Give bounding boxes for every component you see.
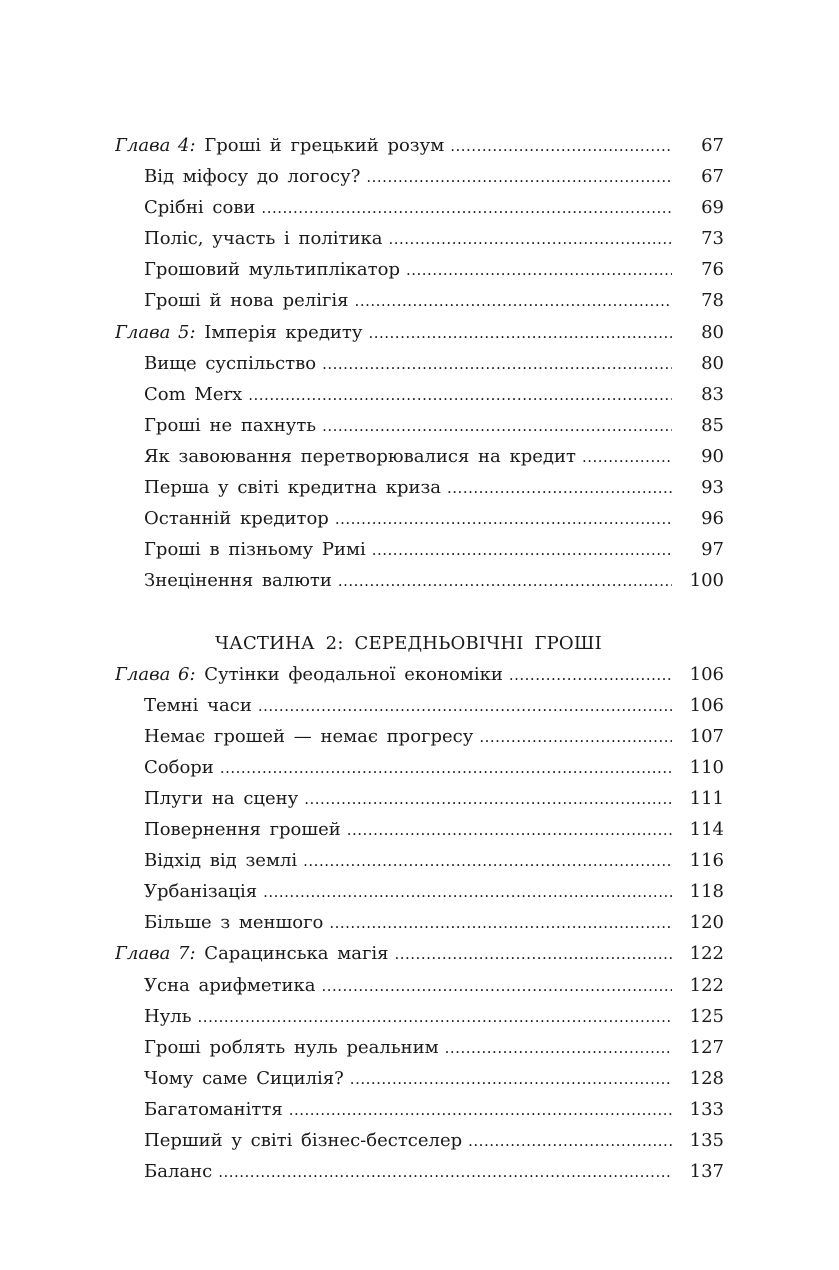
page-number: 127 — [689, 1036, 724, 1058]
toc-section-row — [0, 503, 839, 534]
toc-title-wrap — [144, 410, 672, 442]
toc-title-wrap — [144, 1063, 672, 1095]
page-number: 80 — [701, 321, 724, 343]
table-of-contents — [0, 130, 839, 1187]
dot-leader — [366, 162, 672, 193]
toc-title — [144, 970, 321, 1001]
toc-title-wrap — [144, 876, 672, 908]
dot-leader — [304, 784, 672, 815]
entry-title: Як завоювання перетворювалися на кредит — [144, 445, 576, 467]
toc-title-wrap — [144, 441, 672, 473]
toc-entry — [144, 441, 839, 473]
toc-entry — [144, 503, 839, 535]
entry-title: Відхід від землі — [144, 850, 298, 872]
toc-title-wrap — [144, 752, 672, 784]
dot-leader — [388, 224, 672, 255]
toc-entry — [144, 472, 839, 504]
entry-title: Гроші не пахнуть — [144, 414, 317, 436]
toc-title-wrap — [144, 907, 672, 939]
toc-title-wrap — [144, 1156, 672, 1188]
toc-entry — [144, 876, 839, 908]
page-number: 80 — [701, 352, 724, 374]
toc-section-row — [0, 223, 839, 254]
toc-title — [144, 876, 263, 907]
toc-title — [115, 130, 450, 161]
toc-title-wrap — [144, 1032, 672, 1064]
page-number: 73 — [701, 228, 724, 250]
toc-title-wrap — [144, 970, 672, 1002]
toc-entry — [144, 845, 839, 877]
entry-title: Нуль — [144, 1005, 192, 1027]
toc-section-row — [0, 1125, 839, 1156]
entry-title: Чому саме Сицилія? — [144, 1067, 344, 1089]
toc-title-wrap — [144, 192, 672, 224]
toc-title-wrap — [144, 254, 672, 286]
page-number: 67 — [701, 135, 724, 156]
dot-leader — [355, 286, 672, 317]
page-number: 85 — [701, 414, 724, 436]
page-number: 137 — [689, 1161, 724, 1183]
toc-entry — [144, 690, 839, 722]
toc-chapter-row — [0, 938, 839, 969]
toc-section-row — [0, 1001, 839, 1032]
toc-title — [144, 285, 355, 316]
toc-section-row — [0, 721, 839, 752]
entry-title: Перший у світі бізнес-бестселер — [144, 1130, 463, 1151]
toc-entry — [144, 285, 839, 317]
toc-entry — [144, 1125, 839, 1157]
dot-leader — [322, 349, 672, 380]
toc-title — [144, 1094, 289, 1125]
dot-leader — [322, 411, 672, 442]
toc-title — [144, 441, 582, 472]
entry-title: Немає грошей — немає прогресу — [144, 725, 474, 747]
toc-title — [115, 659, 509, 690]
page-number: 69 — [701, 197, 724, 219]
page-number: 107 — [689, 725, 724, 747]
toc-title-wrap — [144, 565, 672, 597]
entry-title: Срібні сови — [144, 197, 256, 219]
toc-entry — [144, 814, 839, 846]
section-gap — [0, 596, 839, 627]
page-number: 97 — [701, 539, 724, 561]
toc-title — [144, 472, 447, 503]
dot-leader — [198, 1002, 672, 1033]
toc-title-wrap — [115, 659, 672, 691]
dot-leader — [248, 380, 672, 411]
toc-section-row — [0, 1094, 839, 1125]
toc-title — [144, 1001, 198, 1032]
toc-entry — [144, 161, 839, 193]
entry-title: Гроші в пізньому Римі — [144, 539, 366, 561]
toc-entry — [144, 192, 839, 224]
toc-title — [144, 223, 388, 254]
page-number: 118 — [689, 881, 724, 903]
toc-title — [144, 690, 258, 721]
page-number: 120 — [689, 912, 724, 934]
entry-title: Баланс — [144, 1161, 213, 1183]
toc-section-row — [0, 410, 839, 441]
toc-section-row — [0, 192, 839, 223]
toc-title — [144, 161, 366, 192]
toc-title-wrap — [144, 1001, 672, 1033]
toc-entry — [144, 721, 839, 753]
dot-leader — [447, 473, 672, 504]
page-number: 128 — [689, 1067, 724, 1089]
dot-leader — [372, 535, 672, 566]
toc-entry — [144, 1001, 839, 1033]
dot-leader — [368, 318, 672, 349]
toc-entry — [115, 317, 839, 349]
dot-leader — [220, 753, 672, 784]
toc-entry — [144, 783, 839, 815]
toc-entry — [144, 1032, 839, 1064]
toc-entry — [144, 1063, 839, 1095]
entry-title: Вище суспільство — [144, 352, 317, 374]
entry-title: Сарацинська магія — [204, 943, 389, 965]
toc-section-row — [0, 1032, 839, 1063]
toc-section-row — [0, 845, 839, 876]
toc-title — [144, 565, 338, 596]
toc-section-row — [0, 814, 839, 845]
page-number: 106 — [689, 663, 724, 685]
entry-title: Імперія кредиту — [204, 321, 363, 343]
toc-chapter-row — [0, 317, 839, 348]
entry-title: Гроші й нова релігія — [144, 290, 349, 312]
dot-leader — [479, 722, 672, 753]
toc-title — [144, 783, 304, 814]
toc-section-row — [0, 472, 839, 503]
entry-title: Сутінки феодальної економіки — [204, 663, 503, 685]
entry-title: Собори — [144, 756, 214, 778]
toc-section-row — [0, 876, 839, 907]
toc-entry — [115, 938, 839, 970]
toc-title — [144, 254, 406, 285]
entry-title: Знецінення валюти — [144, 570, 332, 592]
chapter-label: Глава 5: — [115, 321, 196, 343]
page-number: 93 — [701, 477, 724, 499]
toc-entry — [115, 130, 839, 162]
toc-title-wrap — [144, 814, 672, 846]
toc-title — [115, 317, 368, 348]
page-number: 114 — [689, 819, 724, 841]
toc-section-row — [0, 690, 839, 721]
toc-entry — [144, 1156, 839, 1188]
toc-title — [144, 1156, 218, 1187]
dot-leader — [347, 815, 672, 846]
page-number: 83 — [701, 383, 724, 405]
page-number: 67 — [701, 166, 724, 188]
page-number: 116 — [689, 850, 724, 872]
toc-entry — [144, 534, 839, 566]
toc-entry — [144, 752, 839, 784]
toc-title-wrap — [144, 472, 672, 504]
entry-title: Гроші й грецький розум — [204, 135, 445, 156]
dot-leader — [261, 193, 672, 224]
entry-title: Останній кредитор — [144, 508, 329, 530]
entry-title: Com Merx — [144, 383, 243, 405]
dot-leader — [350, 1064, 672, 1095]
entry-title: Поліс, участь і політика — [144, 228, 383, 250]
toc-title-wrap — [144, 348, 672, 380]
page-number: 110 — [689, 756, 724, 778]
page-number: 106 — [689, 694, 724, 716]
dot-leader — [582, 442, 672, 473]
toc-title-wrap — [115, 317, 672, 349]
toc-title-wrap — [144, 223, 672, 255]
toc-title — [144, 721, 479, 752]
dot-leader — [394, 939, 672, 970]
toc-title — [144, 752, 220, 783]
toc-title — [144, 1032, 445, 1063]
dot-leader — [445, 1033, 672, 1064]
page-number: 122 — [689, 943, 724, 965]
toc-title-wrap — [144, 534, 672, 566]
dot-leader — [468, 1126, 672, 1157]
toc-title-wrap — [144, 1094, 672, 1126]
toc-entry — [144, 565, 839, 597]
page-number: 76 — [701, 259, 724, 281]
toc-title — [144, 379, 248, 410]
entry-title: Від міфосу до логосу? — [144, 166, 361, 188]
toc-section-row — [0, 285, 839, 316]
dot-leader — [321, 971, 672, 1002]
page-number: 96 — [701, 508, 724, 530]
toc-title — [144, 845, 303, 876]
dot-leader — [329, 908, 672, 939]
page-number: 78 — [701, 290, 724, 312]
entry-title: Гроші роблять нуль реальним — [144, 1036, 439, 1058]
page-number: 111 — [689, 787, 724, 809]
toc-section-row — [0, 1156, 839, 1187]
toc-title — [144, 534, 372, 565]
toc-entry — [115, 659, 839, 691]
page-number: 135 — [689, 1130, 724, 1151]
toc-title — [144, 348, 322, 379]
page-number: 90 — [701, 445, 724, 467]
toc-title — [144, 1125, 468, 1156]
dot-leader — [338, 566, 672, 597]
dot-leader — [263, 877, 672, 908]
toc-section-row — [0, 783, 839, 814]
entry-title: Грошовий мультиплікатор — [144, 259, 400, 281]
dot-leader — [509, 660, 672, 691]
toc-entry — [144, 1094, 839, 1126]
toc-title-wrap — [144, 503, 672, 535]
part-heading: ЧАСТИНА 2: СЕРЕДНЬОВІЧНІ ГРОШІ — [215, 632, 602, 654]
page-number: 100 — [689, 570, 724, 592]
chapter-label: Глава 4: — [115, 135, 196, 156]
toc-title — [144, 192, 261, 223]
toc-chapter-row — [0, 130, 839, 161]
entry-title: Урбанізація — [144, 881, 258, 903]
toc-title-wrap — [144, 379, 672, 411]
entry-title: Повернення грошей — [144, 819, 341, 841]
toc-section-row — [0, 565, 839, 596]
dot-leader — [289, 1095, 672, 1126]
toc-title-wrap — [144, 161, 672, 193]
toc-section-row — [0, 1063, 839, 1094]
toc-section-row — [0, 161, 839, 192]
entry-title: Усна арифметика — [144, 974, 316, 996]
toc-title-wrap — [115, 130, 672, 162]
toc-entry — [144, 254, 839, 286]
entry-title: Більше з меншого — [144, 912, 324, 934]
toc-title-wrap — [144, 690, 672, 722]
toc-title-wrap — [144, 285, 672, 317]
toc-section-row — [0, 441, 839, 472]
toc-entry — [144, 907, 839, 939]
page-number: 122 — [689, 974, 724, 996]
dot-leader — [258, 691, 672, 722]
toc-title-wrap — [144, 721, 672, 753]
toc-title — [115, 938, 394, 969]
dot-leader — [406, 255, 672, 286]
toc-section-row — [0, 534, 839, 565]
toc-title — [144, 1063, 350, 1094]
toc-section-row — [0, 907, 839, 938]
entry-title: Багатоманіття — [144, 1098, 283, 1120]
page-number: 125 — [689, 1005, 724, 1027]
entry-title: Темні часи — [144, 694, 252, 716]
chapter-label: Глава 6: — [115, 663, 196, 685]
toc-title-wrap — [144, 1125, 672, 1157]
toc-entry — [144, 348, 839, 380]
toc-section-row — [0, 254, 839, 285]
toc-section-row — [0, 970, 839, 1001]
toc-chapter-row — [0, 659, 839, 690]
toc-title-wrap — [144, 845, 672, 877]
toc-title-wrap — [144, 783, 672, 815]
toc-title — [144, 907, 329, 938]
entry-title: Перша у світі кредитна криза — [144, 477, 442, 499]
toc-title-wrap — [115, 938, 672, 970]
toc-entry — [144, 410, 839, 442]
toc-title — [144, 410, 322, 441]
page-number: 133 — [689, 1098, 724, 1120]
chapter-label: Глава 7: — [115, 943, 196, 965]
toc-section-row — [0, 379, 839, 410]
dot-leader — [335, 504, 672, 535]
toc-title — [144, 814, 347, 845]
toc-section-row — [0, 752, 839, 783]
dot-leader — [218, 1157, 672, 1188]
entry-title: Плуги на сцену — [144, 787, 299, 809]
toc-entry — [144, 379, 839, 411]
toc-section-row — [0, 348, 839, 379]
toc-entry — [144, 970, 839, 1002]
dot-leader — [303, 846, 672, 877]
toc-title — [144, 503, 335, 534]
dot-leader — [450, 131, 672, 162]
toc-entry — [144, 223, 839, 255]
